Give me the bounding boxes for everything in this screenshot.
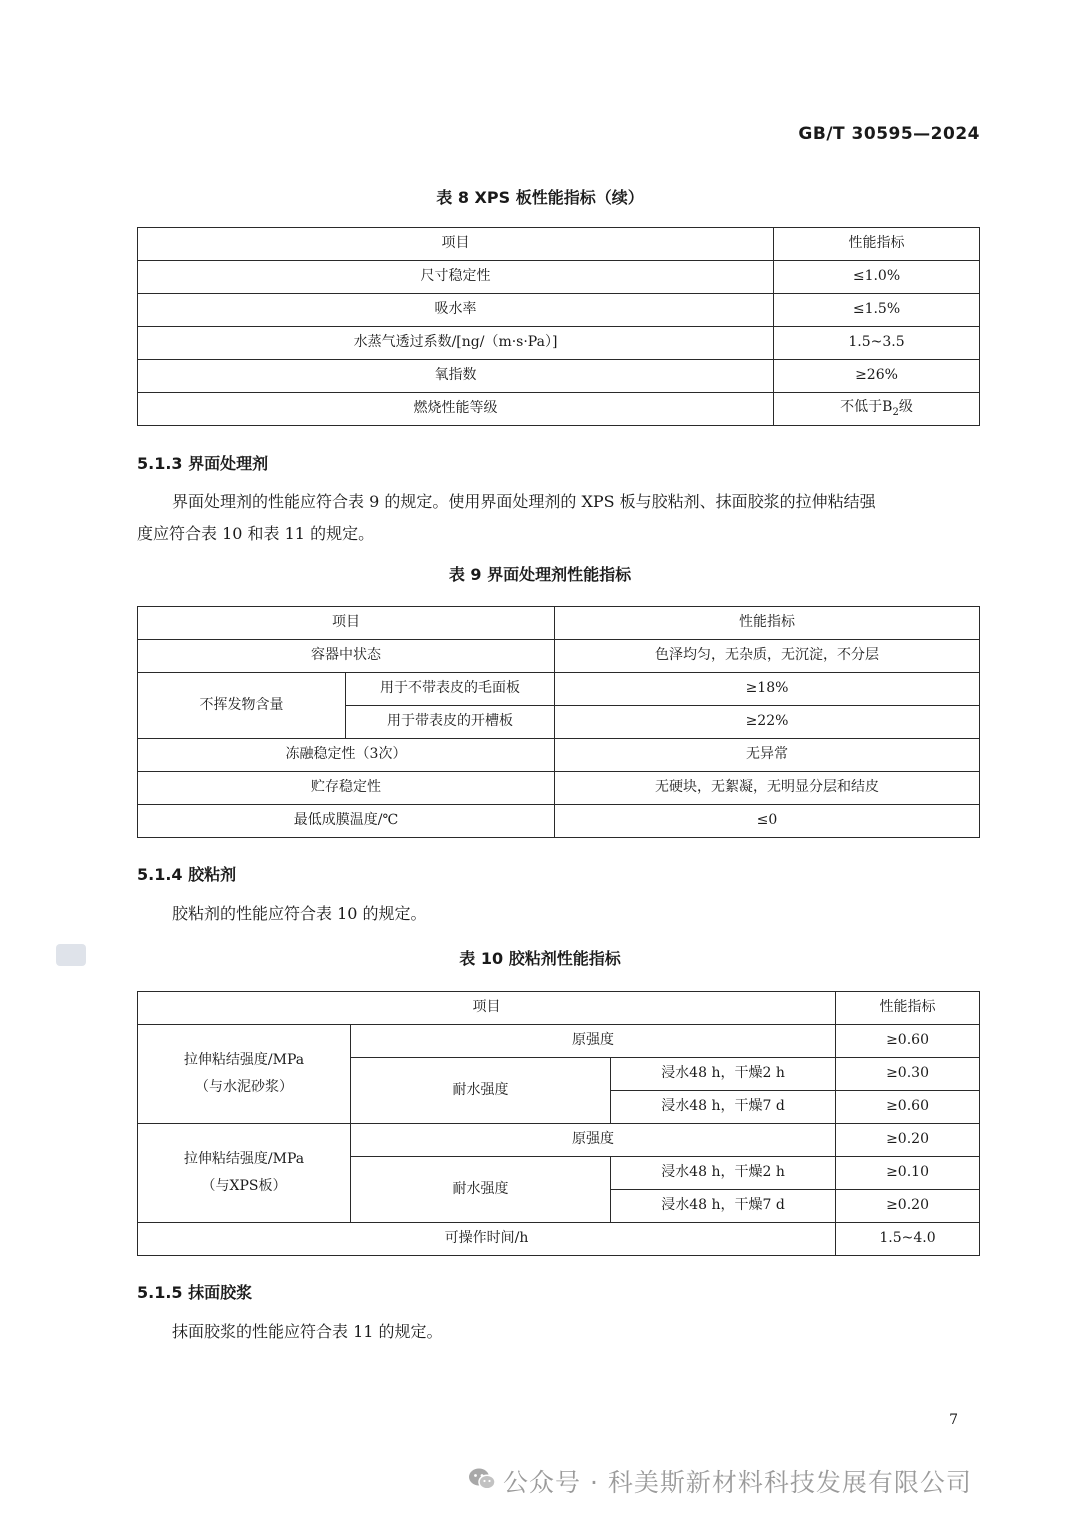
section-heading-514: 5.1.4 胶粘剂 bbox=[137, 865, 237, 884]
cell-item: 吸水率 bbox=[138, 294, 774, 327]
cell-value: 1.5~3.5 bbox=[774, 327, 980, 360]
cell-value: 1.5~4.0 bbox=[836, 1223, 980, 1256]
cell-subitem: 浸水48 h，干燥7 d bbox=[611, 1190, 836, 1223]
table-row bbox=[138, 772, 980, 805]
table9-caption: 表 9 界面处理剂性能指标 bbox=[448, 565, 632, 584]
table-row bbox=[138, 360, 980, 393]
cell-item: 原强度 bbox=[351, 1124, 836, 1157]
table-row bbox=[138, 261, 980, 294]
section-heading-515: 5.1.5 抹面胶浆 bbox=[137, 1283, 253, 1302]
cell-item: 尺寸稳定性 bbox=[138, 261, 774, 294]
table-row bbox=[138, 673, 980, 706]
cell-value: ≤1.5% bbox=[774, 294, 980, 327]
cell-value: ≥18% bbox=[555, 673, 980, 706]
watermark-text: 公众号 · 科美斯新材料科技发展有限公司 bbox=[503, 1468, 972, 1497]
cell-value: 无硬块，无絮凝，无明显分层和结皮 bbox=[555, 772, 980, 805]
header-item: 项目 bbox=[138, 228, 774, 261]
cell-subitem: 用于带表皮的开槽板 bbox=[346, 706, 555, 739]
cell-item: 燃烧性能等级 bbox=[138, 393, 774, 426]
cell-item: 最低成膜温度/℃ bbox=[138, 805, 555, 838]
standard-code: GB/T 30595—2024 bbox=[798, 124, 980, 144]
cell-value: 色泽均匀，无杂质，无沉淀，不分层 bbox=[555, 640, 980, 673]
wechat-icon bbox=[468, 1466, 496, 1496]
cell-value: ≥0.60 bbox=[836, 1025, 980, 1058]
table9 bbox=[137, 606, 980, 838]
table-row bbox=[138, 294, 980, 327]
header-item: 项目 bbox=[138, 607, 555, 640]
cell-value: ≥0.30 bbox=[836, 1058, 980, 1091]
cell-value: ≥0.20 bbox=[836, 1124, 980, 1157]
cell-value: ≥26% bbox=[774, 360, 980, 393]
cell-subitem: 浸水48 h，干燥2 h bbox=[611, 1058, 836, 1091]
cell-value: 无异常 bbox=[555, 739, 980, 772]
cell-subgroup-label: 耐水强度 bbox=[351, 1157, 611, 1223]
section-paragraph-515: 抹面胶浆的性能应符合表 11 的规定。 bbox=[172, 1322, 443, 1341]
cell-value: ≥0.60 bbox=[836, 1091, 980, 1124]
cell-value: ≥22% bbox=[555, 706, 980, 739]
table-row bbox=[138, 327, 980, 360]
cell-item: 氧指数 bbox=[138, 360, 774, 393]
cell-item: 容器中状态 bbox=[138, 640, 555, 673]
table10-caption: 表 10 胶粘剂性能指标 bbox=[459, 949, 621, 968]
cell-group-label: 不挥发物含量 bbox=[138, 673, 346, 739]
page-number: 7 bbox=[949, 1412, 958, 1428]
cell-subitem: 用于不带表皮的毛面板 bbox=[346, 673, 555, 706]
section-paragraph-514: 胶粘剂的性能应符合表 10 的规定。 bbox=[172, 904, 427, 923]
cell-value: ≥0.20 bbox=[836, 1190, 980, 1223]
table-row bbox=[138, 739, 980, 772]
table-row bbox=[138, 393, 980, 426]
cell-item: 可操作时间/h bbox=[138, 1223, 836, 1256]
cell-group-label: 拉伸粘结强度/MPa （与水泥砂浆） bbox=[138, 1025, 351, 1124]
cell-subgroup-label: 耐水强度 bbox=[351, 1058, 611, 1124]
header-value: 性能指标 bbox=[836, 992, 980, 1025]
cell-group-label: 拉伸粘结强度/MPa （与XPS板） bbox=[138, 1124, 351, 1223]
cell-subitem: 浸水48 h，干燥7 d bbox=[611, 1091, 836, 1124]
cell-item: 冻融稳定性（3次） bbox=[138, 739, 555, 772]
cell-item: 水蒸气透过系数/[ng/（m·s·Pa）] bbox=[138, 327, 774, 360]
header-item: 项目 bbox=[138, 992, 836, 1025]
table-row bbox=[138, 1025, 980, 1058]
table-row bbox=[138, 640, 980, 673]
section-heading-513: 5.1.3 界面处理剂 bbox=[137, 454, 269, 473]
cell-value: 不低于$B_2$级 bbox=[774, 393, 980, 426]
header-value: 性能指标 bbox=[555, 607, 980, 640]
table8-caption: 表 8 XPS 板性能指标（续） bbox=[436, 188, 644, 207]
cell-value: ≥0.10 bbox=[836, 1157, 980, 1190]
cell-item: 贮存稳定性 bbox=[138, 772, 555, 805]
table-header-row bbox=[138, 607, 980, 640]
table10 bbox=[137, 991, 980, 1256]
cell-subitem: 浸水48 h，干燥2 h bbox=[611, 1157, 836, 1190]
table-row bbox=[138, 1124, 980, 1157]
table8 bbox=[137, 227, 980, 426]
table-row bbox=[138, 805, 980, 838]
cell-value: ≤0 bbox=[555, 805, 980, 838]
section-paragraph-513: 界面处理剂的性能应符合表 9 的规定。使用界面处理剂的 XPS 板与胶粘剂、抹面胶浆的拉伸粘结强 度应符合表 10 和表 11 的规定。 bbox=[137, 492, 876, 543]
table-row bbox=[138, 1223, 980, 1256]
cell-item: 原强度 bbox=[351, 1025, 836, 1058]
header-value: 性能指标 bbox=[774, 228, 980, 261]
cell-value: ≤1.0% bbox=[774, 261, 980, 294]
table-header-row bbox=[138, 228, 980, 261]
table-header-row bbox=[138, 992, 980, 1025]
